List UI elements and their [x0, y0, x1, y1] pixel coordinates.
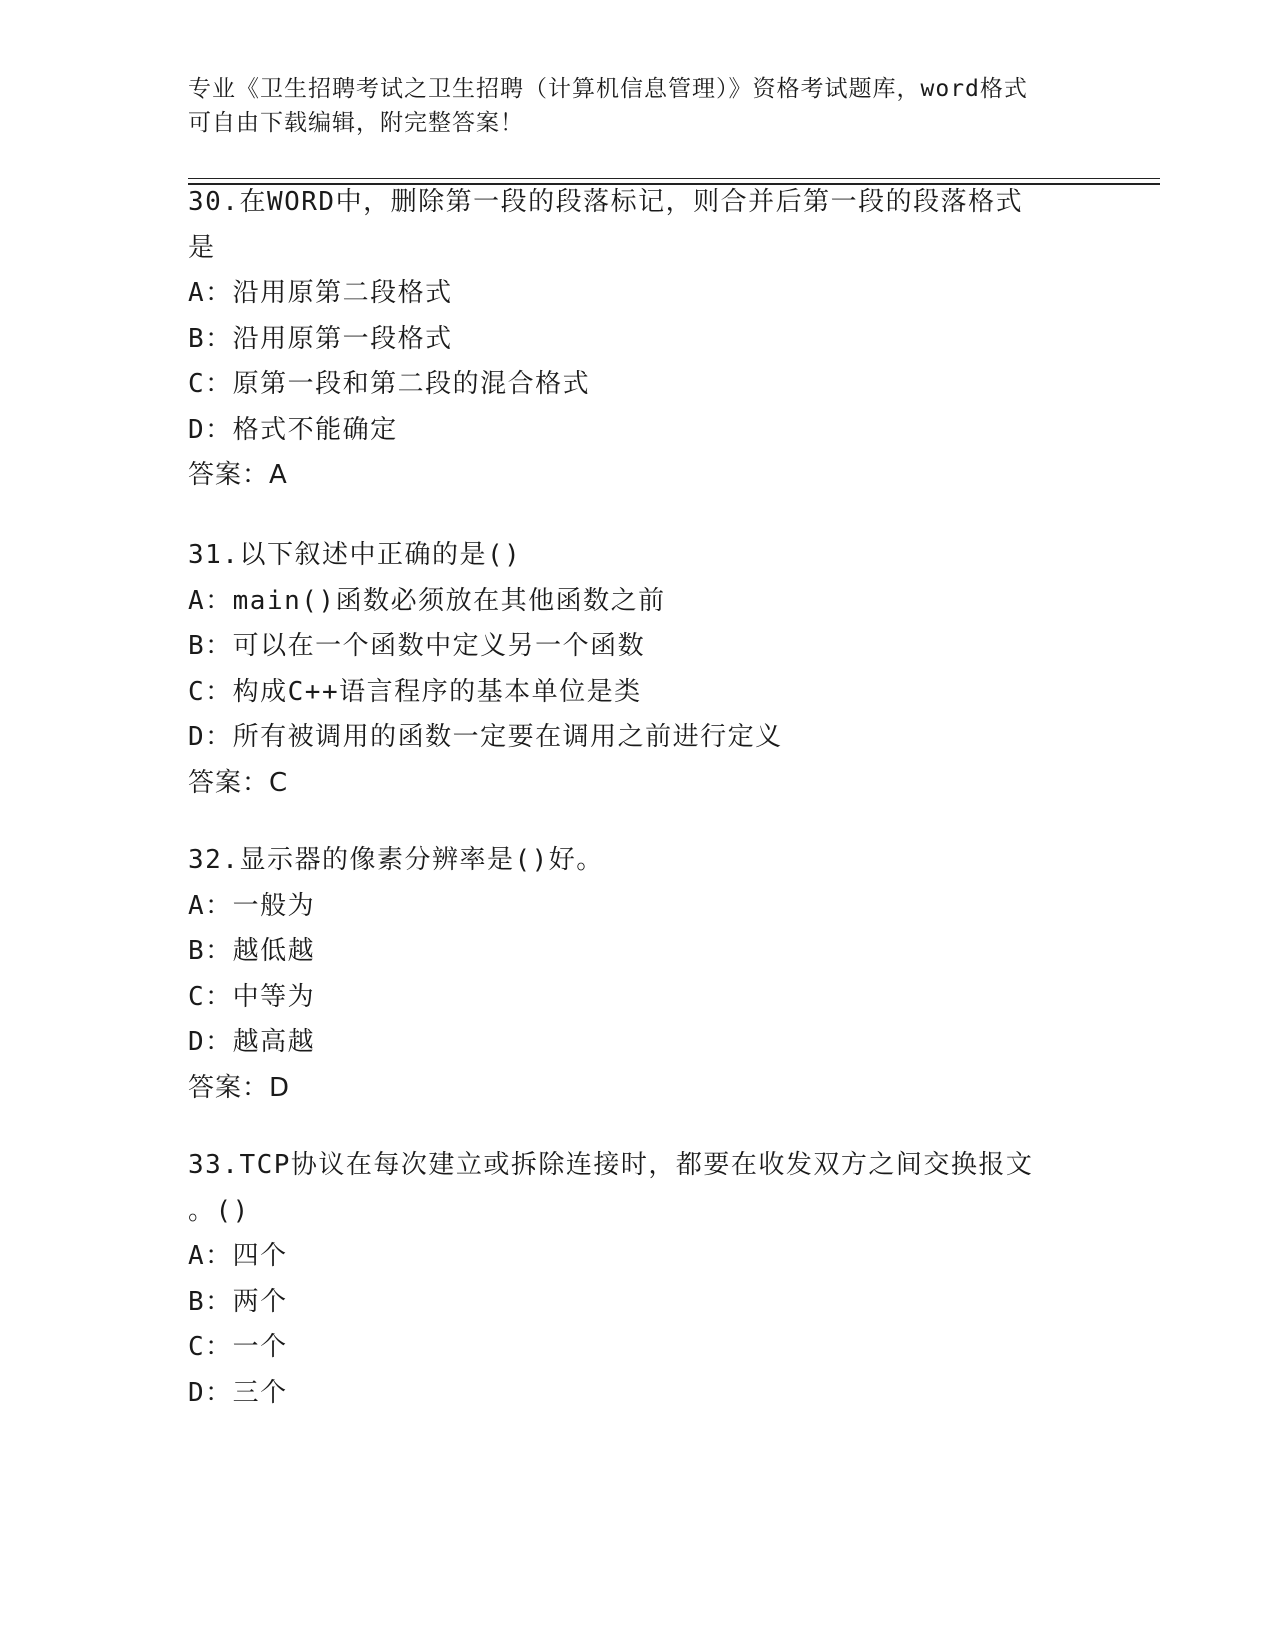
option-c: C：一个 [188, 1332, 288, 1362]
header-line-2: 可自由下载编辑，附完整答案！ [188, 110, 524, 136]
question-stem: 31.以下叙述中正确的是() [188, 540, 522, 570]
option-c: C：中等为 [188, 981, 316, 1012]
option-a: A：main()函数必须放在其他函数之前 [188, 585, 666, 616]
answer-label: 答案：C [188, 767, 289, 798]
option-b: B：可以在一个函数中定义另一个函数 [188, 631, 646, 661]
question-32 [188, 838, 1088, 1111]
option-b: B：两个 [188, 1286, 288, 1317]
option-b: B：越低越 [188, 936, 316, 966]
option-b: B：沿用原第一段格式 [188, 323, 453, 354]
option-a: A：一般为 [188, 890, 316, 921]
document-header [188, 72, 1088, 140]
option-d: D：所有被调用的函数一定要在调用之前进行定义 [188, 722, 783, 752]
header-divider-thin [188, 178, 1160, 179]
header-line-1: 专业《卫生招聘考试之卫生招聘（计算机信息管理）》资格考试题库，word格式 [188, 76, 1028, 102]
question-30 [188, 180, 1088, 499]
option-a: A：沿用原第二段格式 [188, 278, 453, 308]
question-stem: 33.TCP协议在每次建立或拆除连接时，都要在收发双方之间交换报文 [188, 1150, 1034, 1180]
question-stem: 30.在WORD中，删除第一段的段落标记，则合并后第一段的段落格式 [188, 187, 1024, 217]
option-c: C：构成C++语言程序的基本单位是类 [188, 676, 642, 707]
option-d: D：三个 [188, 1377, 288, 1408]
option-d: D：格式不能确定 [188, 414, 398, 445]
option-a: A：四个 [188, 1241, 288, 1271]
question-33 [188, 1143, 1088, 1416]
question-stem: 32.显示器的像素分辨率是()好。 [188, 845, 604, 875]
question-31 [188, 533, 1088, 806]
answer-label: 答案：D [188, 1072, 291, 1103]
question-stem-continued: 是 [188, 232, 216, 263]
question-stem-continued: 。() [188, 1195, 250, 1226]
answer-label: 答案：A [188, 460, 288, 490]
option-d: D：越高越 [188, 1027, 316, 1057]
option-c: C：原第一段和第二段的混合格式 [188, 369, 591, 399]
